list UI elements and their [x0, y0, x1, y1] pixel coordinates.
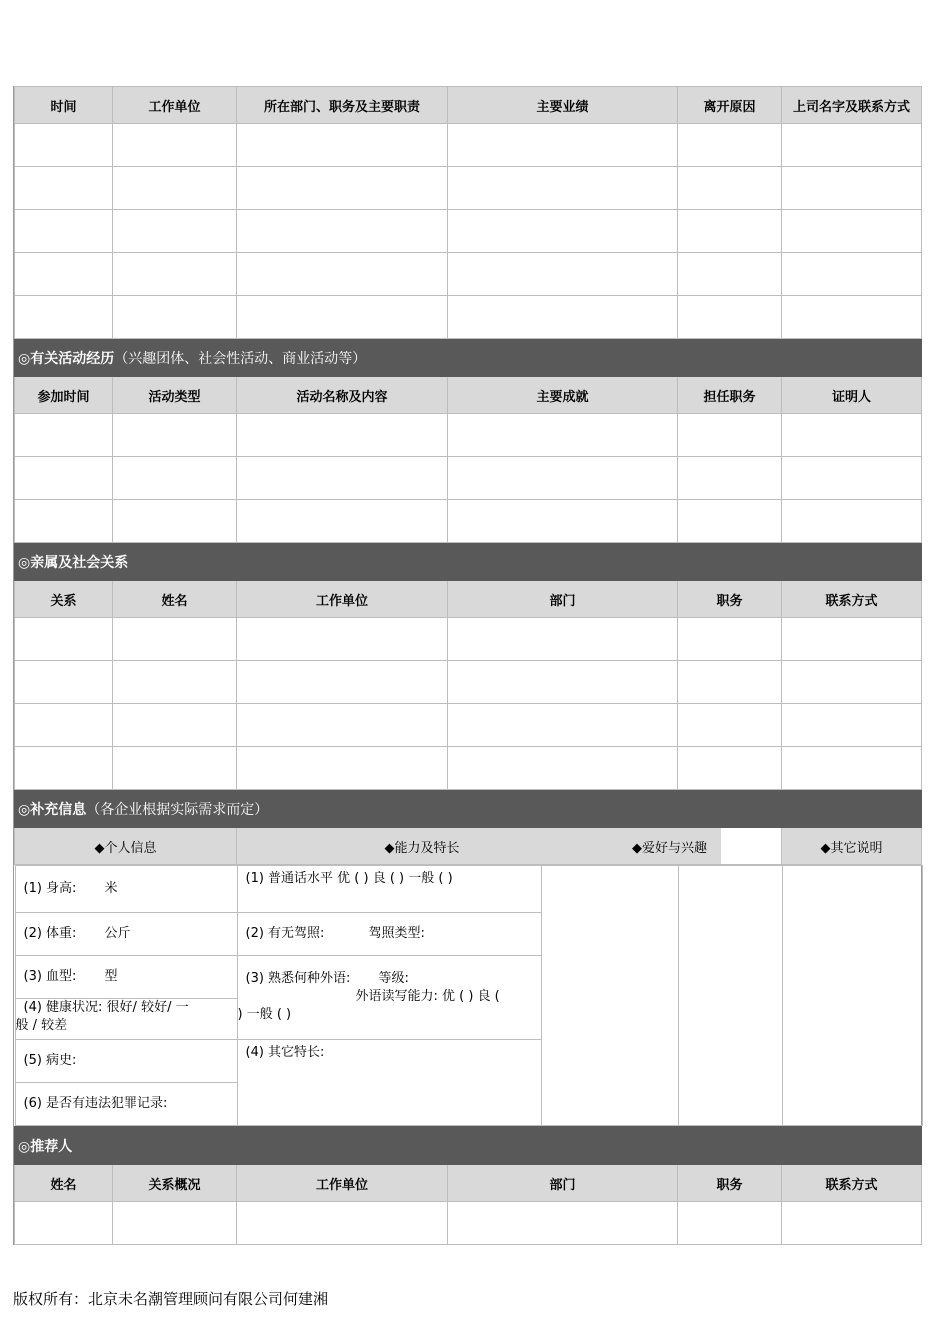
activity-col-role: 担任职务 [678, 377, 782, 414]
activity-row [15, 500, 922, 543]
activity-cell[interactable] [15, 457, 113, 500]
activity-col-achievement: 主要成就 [448, 377, 678, 414]
work-cell[interactable] [237, 296, 448, 339]
work-cell[interactable] [782, 296, 922, 339]
work-col-department: 所在部门、职务及主要职责 [237, 87, 448, 124]
work-cell[interactable] [15, 296, 113, 339]
work-cell[interactable] [113, 253, 237, 296]
relative-col-contact: 联系方式 [782, 581, 922, 618]
activity-cell[interactable] [113, 457, 237, 500]
supplementary-grid [15, 865, 923, 1126]
work-cell[interactable] [15, 167, 113, 210]
work-cell[interactable] [15, 210, 113, 253]
other-notes-cell[interactable] [782, 866, 922, 1126]
activity-cell[interactable] [782, 500, 922, 543]
relative-cell[interactable] [113, 747, 237, 790]
work-cell[interactable] [782, 253, 922, 296]
relative-cell[interactable] [15, 704, 113, 747]
relative-cell[interactable] [113, 661, 237, 704]
relative-cell[interactable] [113, 618, 237, 661]
work-cell[interactable] [678, 167, 782, 210]
activity-cell[interactable] [448, 414, 678, 457]
mandarin-field[interactable] [237, 866, 541, 913]
relative-cell[interactable] [15, 661, 113, 704]
work-cell[interactable] [448, 210, 678, 253]
relative-cell[interactable] [678, 618, 782, 661]
activity-row [15, 457, 922, 500]
relative-row [15, 747, 922, 790]
supplementary-header-row [15, 828, 922, 865]
illness-label: (5) 病史: [23, 1053, 77, 1068]
criminal-record-label: (6) 是否有违法犯罪记录: [23, 1096, 168, 1111]
work-cell[interactable] [15, 124, 113, 167]
activity-cell[interactable] [448, 500, 678, 543]
relative-row [15, 704, 922, 747]
supp-col-other: ◆其它说明 [782, 828, 922, 865]
activity-cell[interactable] [782, 457, 922, 500]
activity-cell[interactable] [15, 414, 113, 457]
relatives-header-row [15, 581, 922, 618]
form-table [14, 86, 922, 1245]
activities-header-row [15, 377, 922, 414]
resume-form [13, 86, 922, 1245]
work-cell[interactable] [237, 253, 448, 296]
referee-cell[interactable] [448, 1202, 678, 1245]
language-level: 等级: [378, 971, 409, 986]
relative-cell[interactable] [237, 747, 448, 790]
work-cell[interactable] [678, 296, 782, 339]
hobbies-cell[interactable] [541, 866, 678, 1126]
criminal-record-field[interactable] [15, 1083, 237, 1126]
copyright-footer: 版权所有：北京未名潮管理顾问有限公司何建湘 [13, 1290, 329, 1308]
activity-cell[interactable] [237, 414, 448, 457]
relatives-section-bar [15, 543, 922, 581]
activities-section-title: ◎有关活动经历 [18, 350, 115, 367]
referee-col-contact: 联系方式 [782, 1165, 922, 1202]
referee-col-position: 职务 [678, 1165, 782, 1202]
supplementary-section-bar [15, 790, 922, 828]
supplementary-body-row [15, 865, 922, 1127]
health-line1: (4) 健康状况: 很好/ 较好/ 一 [23, 1000, 189, 1015]
language-label: (3) 熟悉何种外语: [245, 971, 351, 986]
supp-col-hobbies: ◆爱好与兴趣 [618, 828, 722, 865]
referee-col-relation: 关系概况 [113, 1165, 237, 1202]
language-rw: 外语读写能力: 优 ( ) 良 ( [355, 989, 500, 1004]
language-field[interactable] [237, 956, 541, 1040]
weight-unit: 公斤 [104, 926, 131, 941]
activity-col-time: 参加时间 [15, 377, 113, 414]
relative-col-name: 姓名 [113, 581, 237, 618]
work-cell[interactable] [782, 210, 922, 253]
work-cell[interactable] [678, 124, 782, 167]
supp-col-personal: ◆个人信息 [15, 828, 237, 865]
relative-cell[interactable] [782, 661, 922, 704]
work-col-time: 时间 [15, 87, 113, 124]
relative-cell[interactable] [782, 704, 922, 747]
relative-cell[interactable] [113, 704, 237, 747]
activity-cell[interactable] [678, 414, 782, 457]
relative-cell[interactable] [782, 618, 922, 661]
relative-col-department: 部门 [448, 581, 678, 618]
work-history-row [15, 167, 922, 210]
work-history-header-row [15, 87, 922, 124]
relative-cell[interactable] [237, 704, 448, 747]
activities-section-bar [15, 339, 922, 377]
referee-col-name: 姓名 [15, 1165, 113, 1202]
work-col-employer: 工作单位 [113, 87, 237, 124]
blood-type-field[interactable] [15, 956, 237, 999]
activity-cell[interactable] [113, 414, 237, 457]
work-col-achievements: 主要业绩 [448, 87, 678, 124]
personality-cell[interactable] [678, 866, 782, 1126]
activities-section-note: （兴趣团体、社会性活动、商业活动等） [114, 350, 367, 367]
work-cell[interactable] [15, 253, 113, 296]
relative-cell[interactable] [237, 618, 448, 661]
referee-cell[interactable] [113, 1202, 237, 1245]
activity-col-name: 活动名称及内容 [237, 377, 448, 414]
referee-cell[interactable] [678, 1202, 782, 1245]
activity-cell[interactable] [15, 500, 113, 543]
height-unit: 米 [104, 881, 118, 896]
relatives-section-title: ◎亲属及社会关系 [18, 554, 129, 571]
weight-field[interactable] [15, 913, 237, 956]
weight-label: (2) 体重: [23, 926, 77, 941]
work-cell[interactable] [678, 210, 782, 253]
referee-cell[interactable] [782, 1202, 922, 1245]
work-cell[interactable] [448, 167, 678, 210]
referee-col-department: 部门 [448, 1165, 678, 1202]
activity-row [15, 414, 922, 457]
work-cell[interactable] [113, 124, 237, 167]
activity-cell[interactable] [782, 414, 922, 457]
work-cell[interactable] [448, 253, 678, 296]
activity-cell[interactable] [678, 457, 782, 500]
relative-cell[interactable] [15, 618, 113, 661]
license-field[interactable] [237, 913, 541, 956]
health-field[interactable] [15, 999, 237, 1040]
relative-cell[interactable] [448, 704, 678, 747]
relative-col-position: 职务 [678, 581, 782, 618]
activity-col-type: 活动类型 [113, 377, 237, 414]
work-cell[interactable] [113, 296, 237, 339]
relative-cell[interactable] [678, 661, 782, 704]
referee-row [15, 1202, 922, 1245]
work-col-supervisor: 上司名字及联系方式 [782, 87, 922, 124]
work-cell[interactable] [113, 167, 237, 210]
language-rw-cont: ) 一般 ( ) [237, 1007, 292, 1022]
work-cell[interactable] [237, 210, 448, 253]
activity-cell[interactable] [237, 500, 448, 543]
activity-cell[interactable] [678, 500, 782, 543]
work-history-row [15, 210, 922, 253]
referee-header-row [15, 1165, 922, 1202]
other-skills-label: (4) 其它特长: [245, 1045, 325, 1060]
work-cell[interactable] [237, 124, 448, 167]
blood-unit: 型 [104, 969, 118, 984]
work-history-row [15, 296, 922, 339]
height-label: (1) 身高: [23, 881, 77, 896]
referee-section-title: ◎推荐人 [18, 1138, 73, 1155]
height-field[interactable] [15, 866, 237, 913]
relative-col-employer: 工作单位 [237, 581, 448, 618]
supp-col-ability: ◆能力及特长 [237, 828, 678, 865]
referee-col-employer: 工作单位 [237, 1165, 448, 1202]
referee-cell[interactable] [15, 1202, 113, 1245]
activity-col-witness: 证明人 [782, 377, 922, 414]
work-cell[interactable] [782, 124, 922, 167]
work-cell[interactable] [113, 210, 237, 253]
work-history-row [15, 124, 922, 167]
health-line2: 般 / 较差 [15, 1018, 68, 1033]
relative-cell[interactable] [678, 747, 782, 790]
activity-cell[interactable] [113, 500, 237, 543]
referee-cell[interactable] [237, 1202, 448, 1245]
work-cell[interactable] [782, 167, 922, 210]
relative-row [15, 618, 922, 661]
relative-cell[interactable] [237, 661, 448, 704]
relative-cell[interactable] [782, 747, 922, 790]
work-cell[interactable] [448, 124, 678, 167]
activity-cell[interactable] [448, 457, 678, 500]
relative-cell[interactable] [448, 661, 678, 704]
relative-cell[interactable] [448, 747, 678, 790]
relative-cell[interactable] [678, 704, 782, 747]
license-type: 驾照类型: [368, 926, 425, 941]
work-history-row [15, 253, 922, 296]
blood-label: (3) 血型: [23, 969, 77, 984]
relative-cell[interactable] [15, 747, 113, 790]
supplementary-section-note: （各企业根据实际需求而定） [86, 801, 269, 818]
relative-col-relation: 关系 [15, 581, 113, 618]
work-cell[interactable] [678, 253, 782, 296]
mandarin-level: (1) 普通话水平 优 ( ) 良 ( ) 一般 ( ) [245, 871, 453, 886]
relative-row [15, 661, 922, 704]
supplementary-section-title: ◎补充信息 [18, 801, 87, 818]
relative-cell[interactable] [448, 618, 678, 661]
work-cell[interactable] [237, 167, 448, 210]
license-label: (2) 有无驾照: [245, 926, 325, 941]
activity-cell[interactable] [237, 457, 448, 500]
other-skills-field[interactable] [237, 1040, 541, 1126]
work-cell[interactable] [448, 296, 678, 339]
illness-field[interactable] [15, 1040, 237, 1083]
work-col-leave-reason: 离开原因 [678, 87, 782, 124]
referee-section-bar [15, 1127, 922, 1165]
